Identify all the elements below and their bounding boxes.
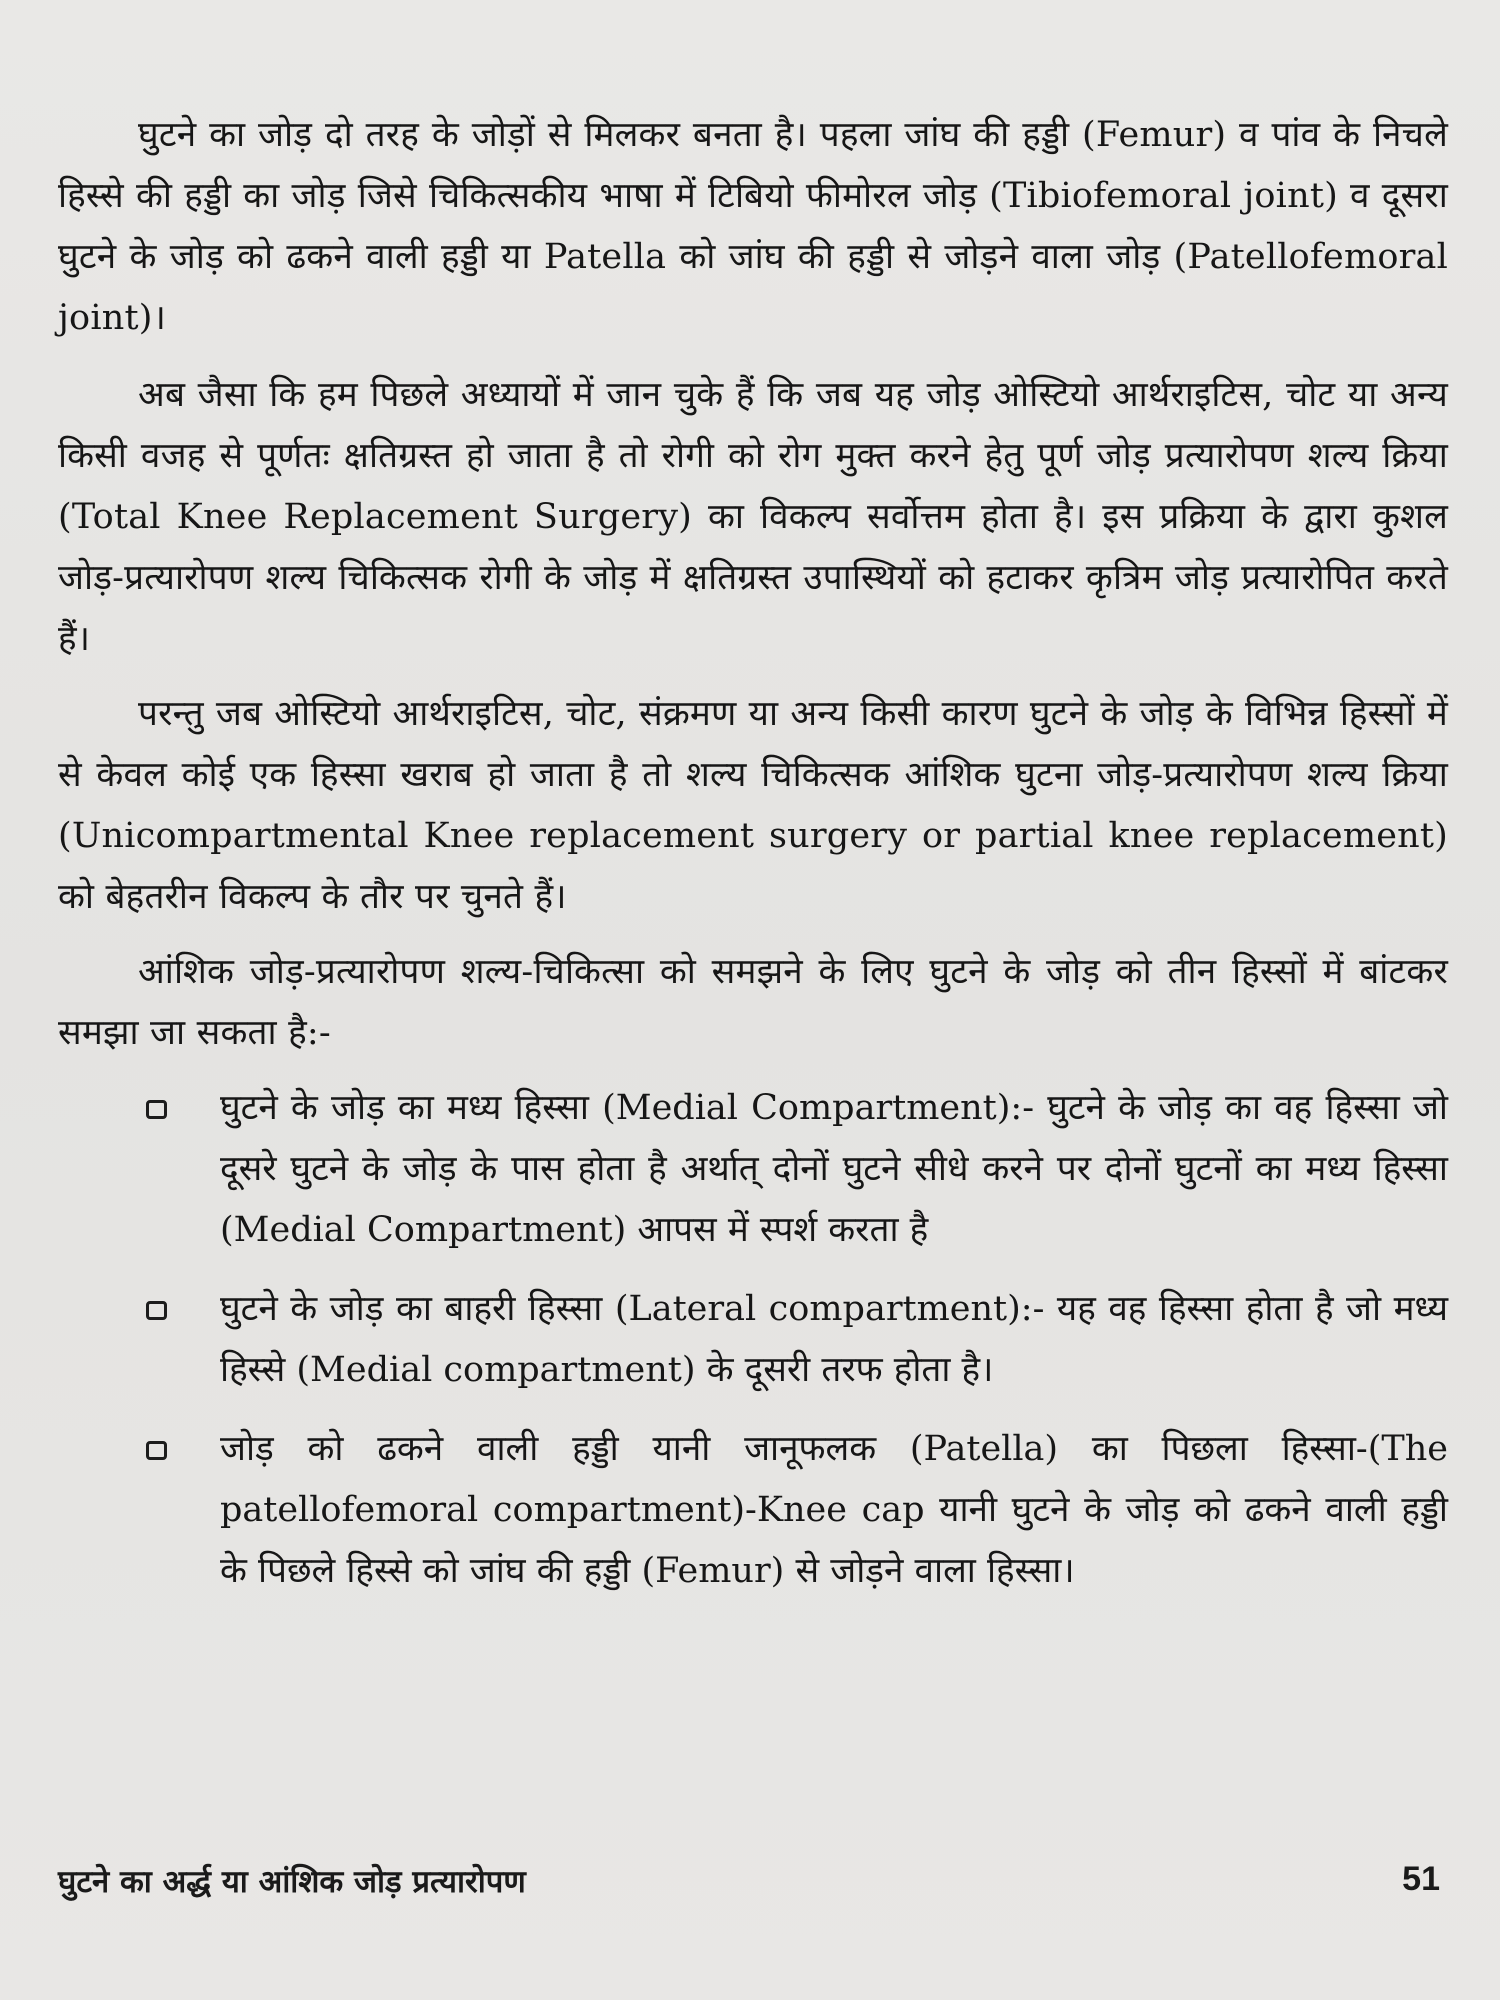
bullet-text: घुटने के जोड़ का बाहरी हिस्सा (Lateral compartment):- यह वह हिस्सा होता है जो मध्य हिस्से (Medial compartment) के दूसरी तरफ होता है।: [220, 1289, 1448, 1390]
checkbox-bullet-icon: [146, 1100, 167, 1119]
list-item-lateral-compartment: [58, 1279, 1448, 1401]
running-footer-title: घुटने का अर्द्ध या आंशिक जोड़ प्रत्यारोपण: [58, 1864, 526, 1900]
bullet-text: जोड़ को ढकने वाली हड्डी यानी जानूफलक (Patella) का पिछला हिस्सा-(The patellofemoral compartment)-Knee cap यानी घुटने के जोड़ को ढकने वाली हड्डी के पिछले हिस्से को जांघ की हड्डी (Femur) से जोड़ने वाला हिस्सा।: [220, 1429, 1448, 1591]
page-number: 51: [1402, 1860, 1440, 1898]
checkbox-bullet-icon: [146, 1301, 167, 1320]
compartment-list: [58, 1078, 1448, 1602]
paragraph-knee-joint-types: घुटने का जोड़ दो तरह के जोड़ों से मिलकर बनता है। पहला जांघ की हड्डी (Femur) व पांव के निचले हिस्से की हड्डी का जोड़ जिसे चिकित्सकीय भाषा में टिबियो फीमोरल जोड़ (Tibiofemoral joint) व दूसरा घुटने के जोड़ को ढकने वाली हड्डी या Patella को जांघ की हड्डी से जोड़ने वाला जोड़ (Patellofemoral joint)।: [58, 115, 1448, 338]
paragraph-total-knee-replacement: अब जैसा कि हम पिछले अध्यायों में जान चुके हैं कि जब यह जोड़ ओस्टियो आर्थराइटिस, चोट या अन्य किसी वजह से पूर्णतः क्षतिग्रस्त हो जाता है तो रोगी को रोग मुक्त करने हेतु पूर्ण जोड़ प्रत्यारोपण शल्य क्रिया (Total Knee Replacement Surgery) का विकल्प सर्वोत्तम होता है। इस प्रक्रिया के द्वारा कुशल जोड़-प्रत्यारोपण शल्य चिकित्सक रोगी के जोड़ में क्षतिग्रस्त उपास्थियों को हटाकर कृत्रिम जोड़ प्रत्यारोपित करते हैं।: [58, 375, 1449, 659]
list-item-medial-compartment: [58, 1078, 1448, 1261]
page-body: [58, 105, 1448, 1620]
page-footer: [58, 1860, 1440, 1910]
bullet-text: घुटने के जोड़ का मध्य हिस्सा (Medial Compartment):- घुटने के जोड़ का वह हिस्सा जो दूसरे घुटने के जोड़ के पास होता है अर्थात् दोनों घुटने सीधे करने पर दोनों घुटनों का मध्य हिस्सा (Medial Compartment) आपस में स्पर्श करता है: [220, 1088, 1448, 1250]
paragraph-three-compartments-intro: आंशिक जोड़-प्रत्यारोपण शल्य-चिकित्सा को समझने के लिए घुटने के जोड़ को तीन हिस्सों में बांटकर समझा जा सकता है:-: [58, 952, 1448, 1053]
checkbox-bullet-icon: [146, 1441, 167, 1460]
paragraph-partial-knee-replacement: परन्तु जब ओस्टियो आर्थराइटिस, चोट, संक्रमण या अन्य किसी कारण घुटने के जोड़ के विभिन्न हिस्सों में से केवल कोई एक हिस्सा खराब हो जाता है तो शल्य चिकित्सक आंशिक घुटना जोड़-प्रत्यारोपण शल्य क्रिया (Unicompartmental Knee replacement surgery or partial knee replacement) को बेहतरीन विकल्प के तौर पर चुनते हैं।: [58, 694, 1448, 917]
list-item-patellofemoral-compartment: [58, 1419, 1448, 1602]
